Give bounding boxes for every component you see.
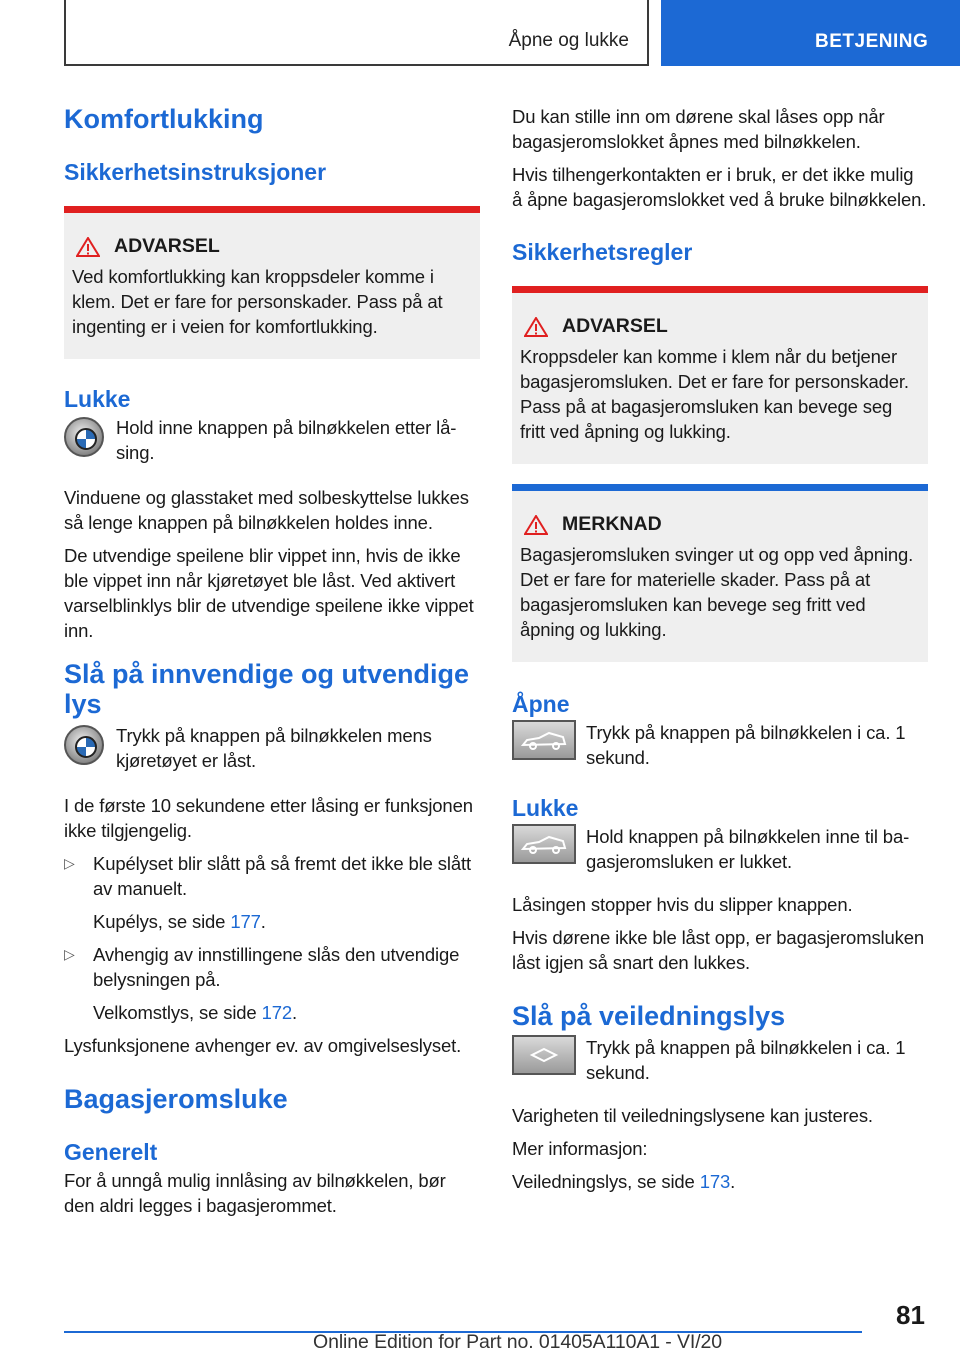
page-link-177[interactable]: 177 (230, 911, 261, 932)
heading-trunk-lid: Bagasjeromsluke (64, 1084, 288, 1114)
heading-close: Lukke (64, 386, 131, 412)
open-key-instruction: Trykk på knappen på bilnøkkelen i ca. 1 sekund. (512, 720, 928, 770)
close-trunk-paragraph-2: Hvis dørene ikke ble låst opp, er bagasjeromsluken låst igjen så snart den lukkes. (512, 927, 925, 973)
heading-safety-rules: Sikkerhetsregler (512, 239, 693, 265)
close-paragraph-2: De utvendige speilene blir vippet inn, hvis de ikke ble vippet inn når kjøretøyet ble låst. Ved aktivert varselblinklys blir de utvendige speilene ikke vippet inn. (64, 545, 474, 641)
heading-general: Generelt (64, 1139, 158, 1165)
note-box-trunk (512, 484, 928, 662)
warning-triangle-icon (524, 515, 548, 535)
trunk-paragraph-2: Hvis tilhengerkontakten er i bruk, er det ikke mulig å åpne bagasjeromslokket ved å bruke bilnøkkelen. (512, 164, 927, 210)
trunk-paragraph-1: Du kan stille inn om dørene skal låses opp når bagasjeromslokket åpnes med bilnøkkelen. (512, 106, 885, 152)
trunk-button-icon (512, 824, 576, 864)
lights-paragraph-1: I de første 10 sekundene etter låsing er funksjonen ikke tilgjengelig. (64, 795, 473, 841)
trunk-button-icon (512, 720, 576, 760)
general-paragraph: For å unngå mulig innlåsing av bilnøkkelen, bør den aldri legges i bagasjerommet. (64, 1170, 446, 1216)
list-item: ▷ Avhengig av innstillingene slås den utvendige belysningen på. Velkomstlys, se side 172. (64, 942, 480, 1025)
warning-box-comfort (64, 206, 480, 359)
header-chapter-tab (661, 0, 960, 66)
guide-light-button-icon (512, 1035, 576, 1075)
heading-guide-lights: Slå på veiledningslys (512, 1001, 786, 1031)
close-trunk-key-instruction: Hold knappen på bilnøkkelen inne til bagasjeromsluken er lukket. (512, 824, 928, 874)
close-key-instruction: Hold inne knappen på bilnøkkelen etter låsing. (64, 415, 480, 465)
page-link-173[interactable]: 173 (699, 1171, 731, 1192)
heading-close-trunk: Lukke (512, 795, 579, 821)
heading-safety-instructions: Sikkerhetsinstruksjoner (64, 159, 327, 185)
warning-text: Kroppsdeler kan komme i klem når du betjener bagasjeromsluken. Det er fare for personskader. Pass på at bagasjeromsluken kan bevege seg fritt ved åpning og lukking. (520, 346, 909, 442)
warning-text: Ved komfortlukking kan kroppsdeler komme i klem. Det er fare for personskader. Pass på at ingenting er i veien for komfortlukking. (72, 266, 443, 337)
right-column (512, 100, 928, 1194)
bmw-key-button-icon (64, 417, 104, 457)
header-chapter-title: BETJENING (815, 31, 929, 52)
guide-key-instruction: Trykk på knappen på bilnøkkelen i ca. 1 sekund. (512, 1035, 928, 1085)
heading-interior-exterior-lights: Slå på innvendige og utvendige lys (64, 659, 470, 719)
list-item: ▷ Kupélyset blir slått på så fremt det ikke ble slått av manuelt. Kupélys, se side 177. (64, 851, 480, 934)
footer-edition: Online Edition for Part no. 01405A110A1 - VI/20 (313, 1331, 723, 1353)
note-title: MERKNAD (520, 513, 920, 536)
lights-paragraph-2: Lysfunksjonene avhenger ev. av omgivelseslyset. (64, 1035, 462, 1056)
warning-title: ADVARSEL (72, 235, 472, 258)
warning-title: ADVARSEL (520, 315, 920, 338)
lights-key-instruction: Trykk på knappen på bilnøkkelen mens kjøretøyet er låst. (64, 723, 480, 773)
note-text: Bagasjeromsluken svinger ut og opp ved åpning. Det er fare for materielle skader. Pass på at bagasjeromsluken kan bevege seg fritt ved åpning og lukking. (520, 544, 914, 640)
page-number: 81 (896, 1300, 925, 1330)
page-link-172[interactable]: 172 (261, 1002, 292, 1023)
warning-triangle-icon (76, 237, 100, 257)
warning-triangle-icon (524, 317, 548, 337)
close-paragraph-1: Vinduene og glasstaket med solbeskyttelse lukkes så lenge knappen på bilnøkkelen holdes inne. (64, 487, 469, 533)
guide-paragraph-1: Varigheten til veiledningslysene kan justeres. (512, 1105, 873, 1126)
warning-box-trunk (512, 286, 928, 464)
heading-open: Åpne (512, 691, 570, 717)
bmw-key-button-icon (64, 725, 104, 765)
lights-bullet-list (64, 851, 480, 1025)
header-section-title: Åpne og lukke (508, 30, 629, 51)
guide-paragraph-2: Mer informasjon: (512, 1138, 648, 1159)
left-column (64, 100, 480, 1218)
guide-reference: Veiledningslys, se side 173. (512, 1171, 736, 1192)
heading-comfort-closing: Komfortlukking (64, 104, 264, 134)
close-trunk-paragraph-1: Låsingen stopper hvis du slipper knappen. (512, 894, 853, 915)
header-section-box (64, 0, 649, 66)
